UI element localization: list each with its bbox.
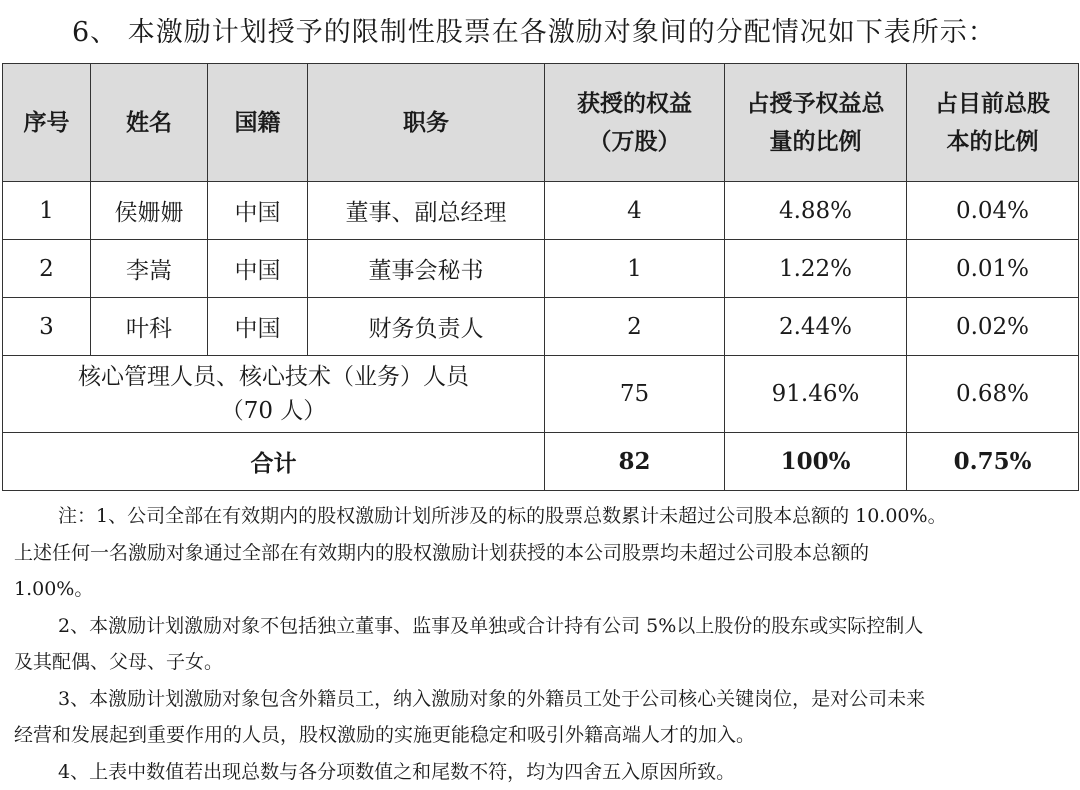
cell-no: 1 — [3, 182, 91, 240]
cell-position: 董事会秘书 — [308, 240, 545, 298]
cell-ratio-total: 0.02% — [907, 298, 1079, 356]
cell-no: 3 — [3, 298, 91, 356]
cell-ratio-total: 0.68% — [907, 356, 1079, 433]
header-no: 序号 — [3, 64, 91, 182]
total-granted: 82 — [545, 433, 725, 491]
table-row — [3, 298, 1079, 356]
table-notes — [14, 498, 1066, 790]
header-ratio-total-line1: 占目前总股 — [907, 85, 1078, 123]
total-label: 合计 — [3, 433, 545, 491]
cell-name: 李嵩 — [91, 240, 208, 298]
cell-nationality: 中国 — [208, 298, 308, 356]
header-nationality: 国籍 — [208, 64, 308, 182]
cell-granted: 4 — [545, 182, 725, 240]
note-2-line1: 2、本激励计划激励对象不包括独立董事、监事及单独或合计持有公司 5%以上股份的股东或实际控制人 — [14, 608, 1066, 645]
note-3-line1: 3、本激励计划激励对象包含外籍员工，纳入激励对象的外籍员工处于公司核心关键岗位，是对公司未来 — [14, 681, 1066, 718]
cell-name: 侯姗姗 — [91, 182, 208, 240]
allocation-table — [2, 63, 1079, 491]
note-3-line2: 经营和发展起到重要作用的人员，股权激励的实施更能稳定和吸引外籍高端人才的加入。 — [14, 717, 1066, 754]
cell-ratio-grant: 91.46% — [725, 356, 907, 433]
total-ratio-grant: 100% — [725, 433, 907, 491]
header-position: 职务 — [308, 64, 545, 182]
header-ratio-grant-line1: 占授予权益总 — [725, 85, 906, 123]
cell-granted: 2 — [545, 298, 725, 356]
cell-nationality: 中国 — [208, 182, 308, 240]
core-staff-row — [3, 356, 1079, 433]
note-4-line1: 4、上表中数值若出现总数与各分项数值之和尾数不符，均为四舍五入原因所致。 — [14, 754, 1066, 790]
cell-name: 叶科 — [91, 298, 208, 356]
cell-position: 财务负责人 — [308, 298, 545, 356]
cell-ratio-grant: 1.22% — [725, 240, 907, 298]
cell-position: 董事、副总经理 — [308, 182, 545, 240]
table-row — [3, 182, 1079, 240]
total-ratio-total: 0.75% — [907, 433, 1079, 491]
cell-nationality: 中国 — [208, 240, 308, 298]
header-ratio-total — [907, 64, 1079, 182]
cell-ratio-grant: 2.44% — [725, 298, 907, 356]
cell-no: 2 — [3, 240, 91, 298]
header-granted-line2: （万股） — [545, 123, 724, 161]
core-staff-label-line1: 核心管理人员、核心技术（业务）人员 — [3, 360, 544, 394]
note-1-line2: 上述任何一名激励对象通过全部在有效期内的股权激励计划获授的本公司股票均未超过公司股本总额的 — [14, 535, 1066, 572]
note-1-line1: 注：1、公司全部在有效期内的股权激励计划所涉及的标的股票总数累计未超过公司股本总额的 10.00%。 — [14, 498, 1066, 535]
core-staff-label — [3, 356, 545, 433]
header-ratio-total-line2: 本的比例 — [907, 123, 1078, 161]
total-row — [3, 433, 1079, 491]
cell-ratio-total: 0.01% — [907, 240, 1079, 298]
core-staff-label-line2: （70 人） — [3, 394, 544, 428]
header-ratio-grant — [725, 64, 907, 182]
cell-granted: 1 — [545, 240, 725, 298]
note-1-line3: 1.00%。 — [14, 571, 1066, 608]
header-name: 姓名 — [91, 64, 208, 182]
table-row — [3, 240, 1079, 298]
note-2-line2: 及其配偶、父母、子女。 — [14, 644, 1066, 681]
header-granted — [545, 64, 725, 182]
cell-granted: 75 — [545, 356, 725, 433]
cell-ratio-grant: 4.88% — [725, 182, 907, 240]
section-heading: 6、 本激励计划授予的限制性股票在各激励对象间的分配情况如下表所示： — [72, 10, 996, 49]
cell-ratio-total: 0.04% — [907, 182, 1079, 240]
header-granted-line1: 获授的权益 — [545, 85, 724, 123]
table-header-row — [3, 64, 1079, 182]
header-ratio-grant-line2: 量的比例 — [725, 123, 906, 161]
